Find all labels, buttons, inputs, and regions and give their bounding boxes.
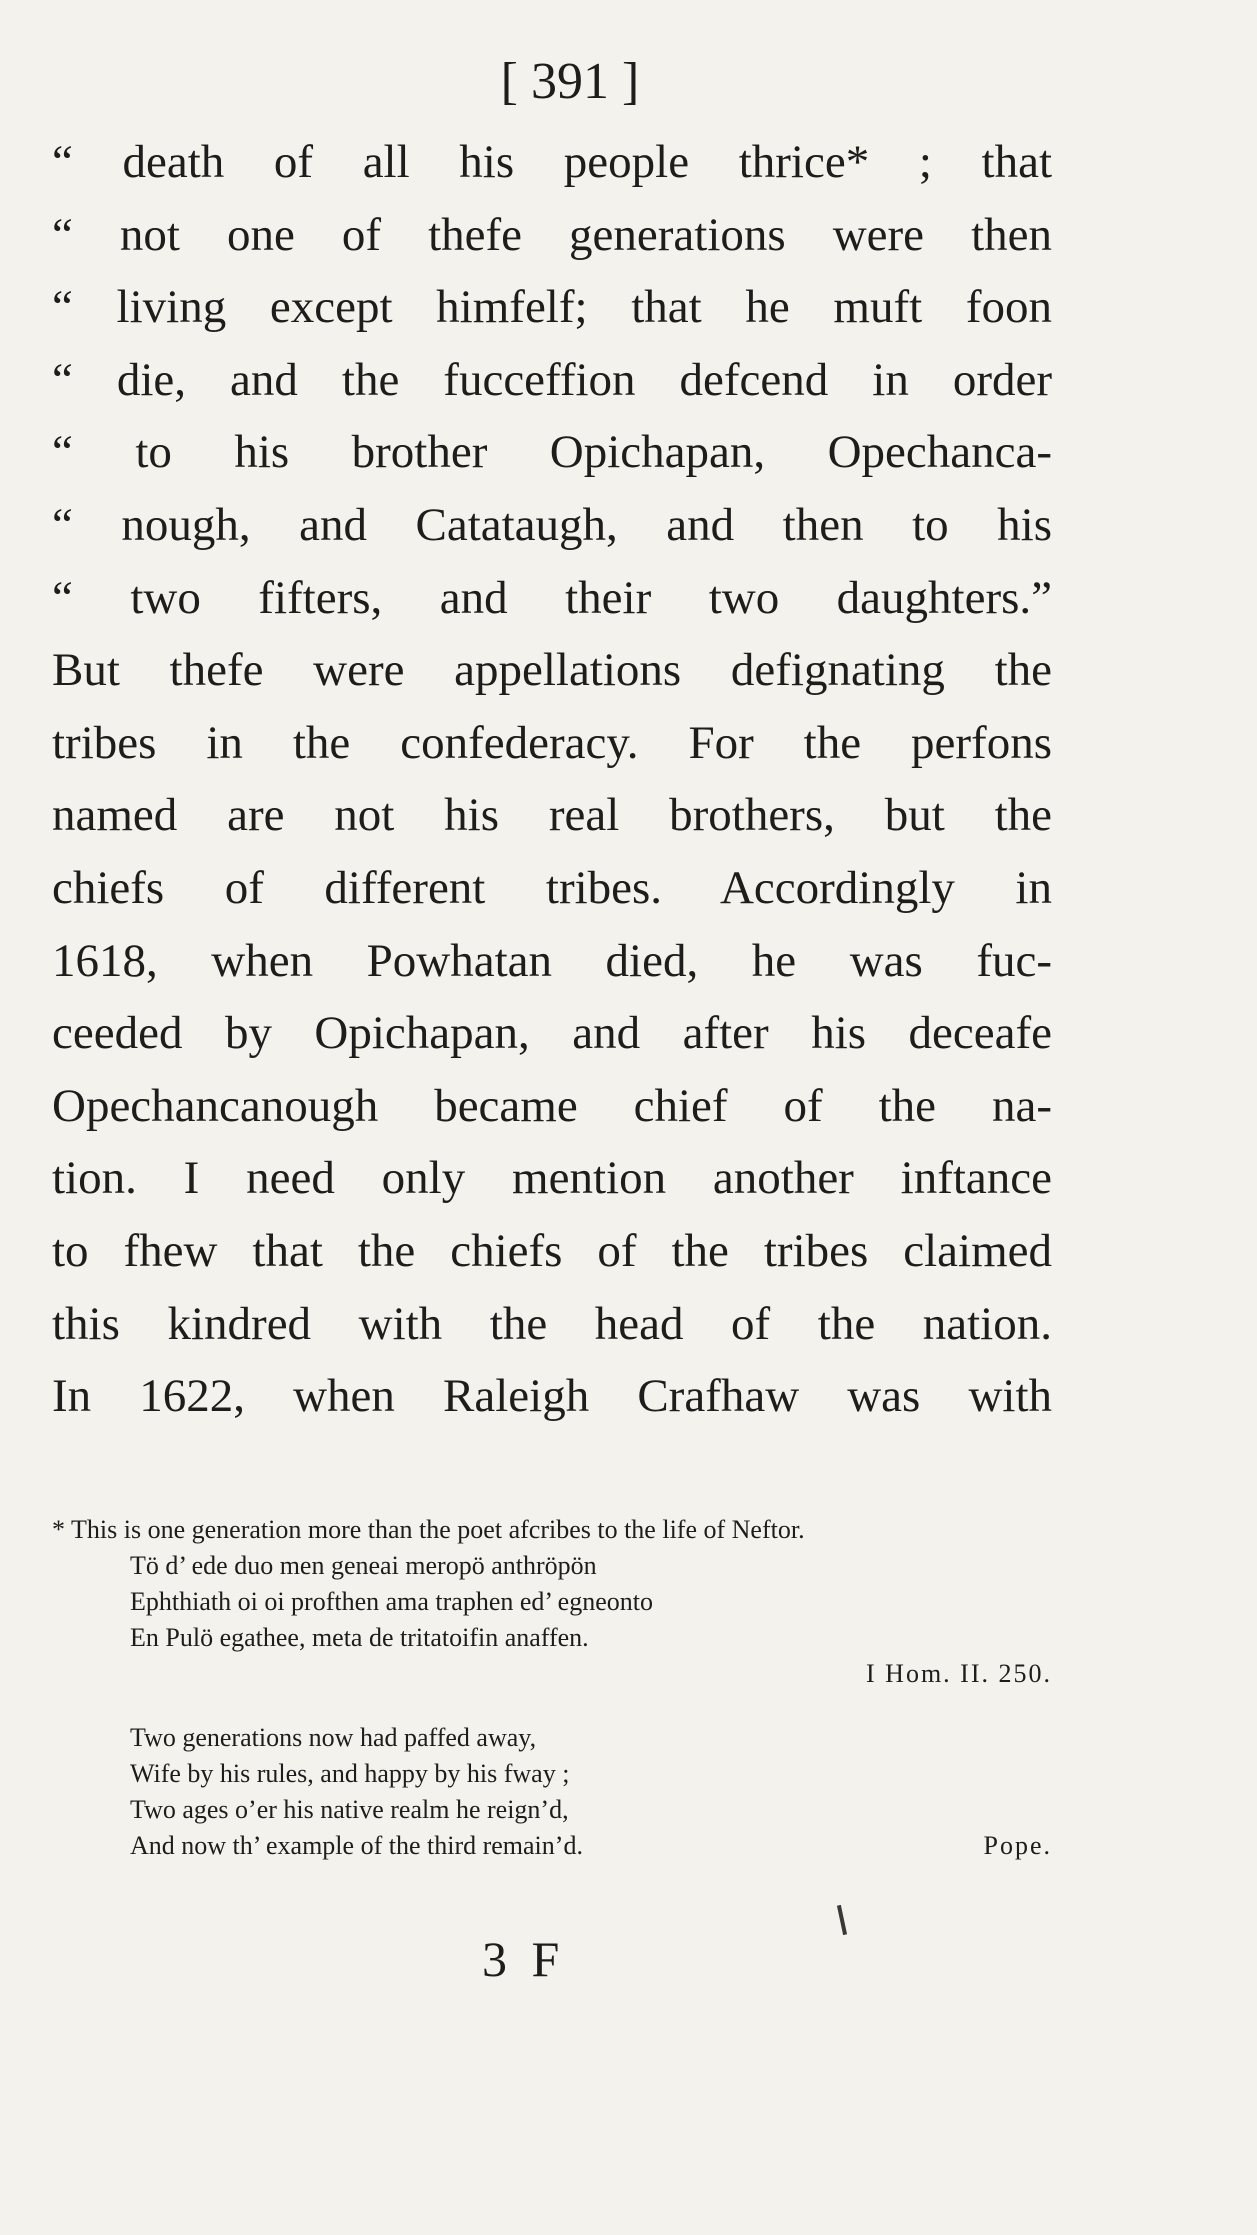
ink-mark <box>837 1905 847 1935</box>
footnote-attribution: Pope. <box>983 1831 1052 1860</box>
footnote-verse-line: Wife by his rules, and happy by his fway ; <box>130 1759 570 1788</box>
footnote-greek-line: En Pulö egathee, meta de tritatoifin anaffen. <box>130 1623 589 1652</box>
text-line: this kindred with the head of the nation. <box>52 1297 1052 1350</box>
footnote-verse-line: Two ages o’er his native realm he reign’d, <box>130 1795 569 1824</box>
footnote-greek-line: Tö d’ ede duo men geneai meropö anthröpön <box>130 1551 597 1580</box>
footnote-spacer <box>52 1692 1052 1720</box>
text-line: to fhew that the chiefs of the tribes claimed <box>52 1224 1052 1277</box>
text-line: 1618, when Powhatan died, he was fuc- <box>52 934 1052 987</box>
text-line: “ die, and the fucceffion defcend in order <box>52 353 1052 406</box>
footnote-greek-line: Ephthiath oi oi profthen ama traphen ed’ egneonto <box>130 1587 653 1616</box>
text-line: “ death of all his people thrice* ; that <box>52 136 1052 188</box>
footnote-verse-line: Two generations now had paffed away, <box>130 1723 537 1752</box>
main-text-block <box>52 126 1052 1433</box>
text-line: “ not one of thefe generations were then <box>52 208 1052 261</box>
text-line: “ to his brother Opichapan, Opechanca- <box>52 426 1052 479</box>
footnote-intro: * This is one generation more than the poet afcribes to the life of Neftor. <box>52 1515 805 1544</box>
footnote-citation: I Hom. II. 250. <box>866 1659 1052 1688</box>
text-line: “ two fifters, and their two daughters.” <box>52 571 1052 624</box>
footnote-block <box>52 1512 1052 1864</box>
text-line: “ nough, and Catataugh, and then to his <box>52 498 1052 551</box>
text-line: In 1622, when Raleigh Crafhaw was with <box>52 1370 1052 1423</box>
text-line: But thefe were appellations defignating the <box>52 644 1052 697</box>
footnote-verse-line: And now th’ example of the third remain’d. <box>130 1831 583 1860</box>
signature-mark: 3 F <box>482 1931 566 1987</box>
text-line: Opechancanough became chief of the na- <box>52 1079 1052 1132</box>
text-line: chiefs of different tribes. Accordingly in <box>52 861 1052 914</box>
text-line: “ living except himfelf; that he muft foon <box>52 281 1052 334</box>
footnote-verse-final <box>52 1828 1052 1864</box>
page-number: [ 391 ] <box>500 53 640 110</box>
text-line: tribes in the confederacy. For the perfons <box>52 716 1052 769</box>
text-line: named are not his real brothers, but the <box>52 789 1052 842</box>
text-line: ceeded by Opichapan, and after his deceafe <box>52 1007 1052 1060</box>
text-line: tion. I need only mention another inftance <box>52 1152 1052 1205</box>
